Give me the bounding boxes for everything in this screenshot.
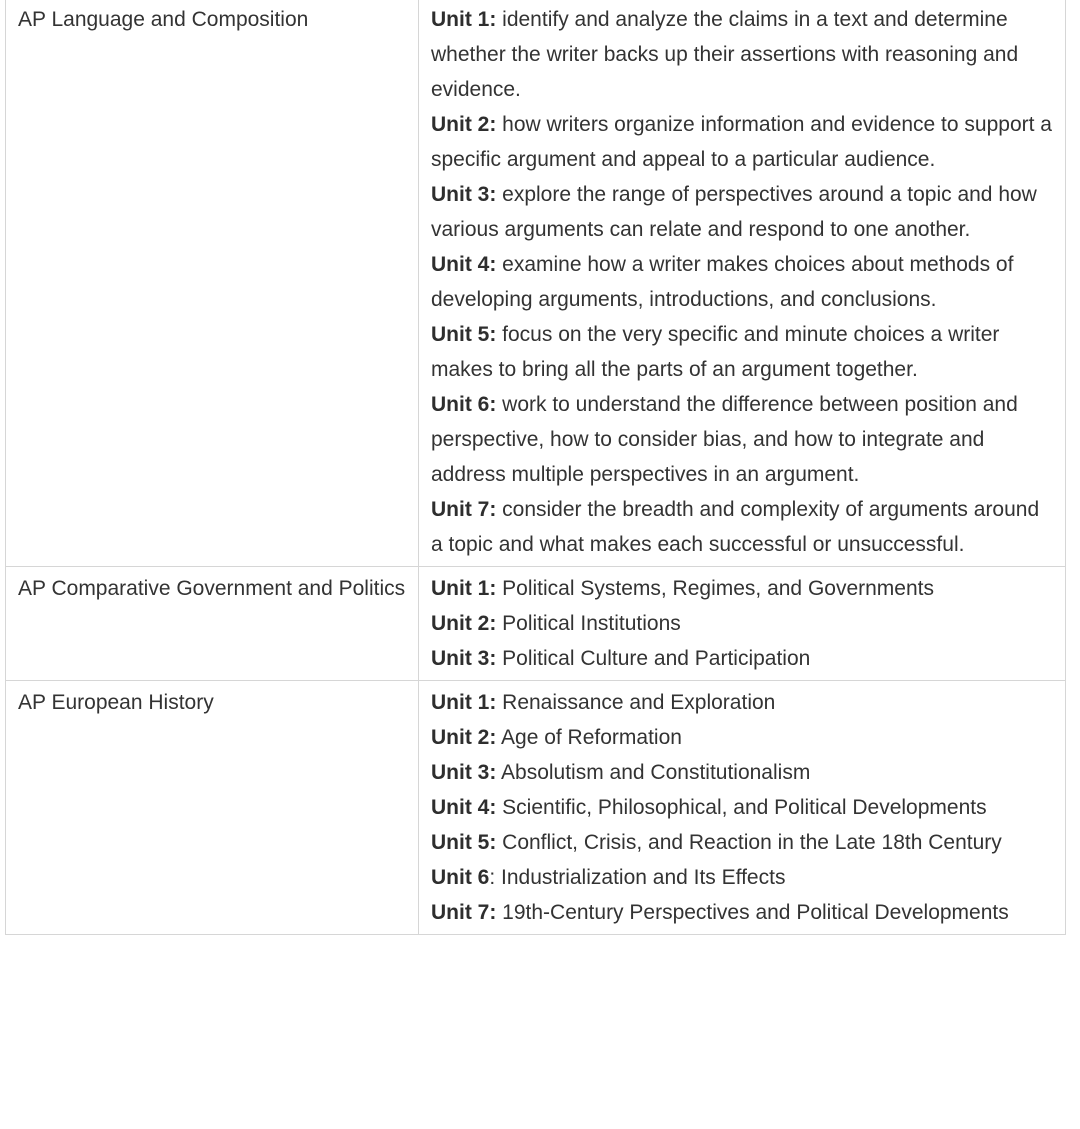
units-cell bbox=[419, 681, 1066, 935]
unit-label: Unit 3: bbox=[431, 647, 497, 670]
units-cell bbox=[419, 567, 1066, 681]
table-row bbox=[6, 567, 1066, 681]
unit-item bbox=[431, 387, 1053, 492]
course-name-cell bbox=[6, 681, 419, 935]
table-row bbox=[6, 681, 1066, 935]
unit-label: Unit 2: bbox=[431, 726, 497, 749]
unit-text: consider the breadth and complexity of arguments around a topic and what makes each successful or unsuccessful. bbox=[431, 498, 1040, 556]
unit-text: examine how a writer makes choices about methods of developing arguments, introductions, and conclusions. bbox=[431, 253, 1014, 311]
unit-item bbox=[431, 247, 1053, 317]
unit-item bbox=[431, 177, 1053, 247]
unit-item bbox=[431, 606, 1053, 641]
units-cell bbox=[419, 0, 1066, 567]
unit-text: focus on the very specific and minute choices a writer makes to bring all the parts of an argument together. bbox=[431, 323, 1000, 381]
unit-item bbox=[431, 685, 1053, 720]
course-name-cell bbox=[6, 0, 419, 567]
unit-text: Political Culture and Participation bbox=[496, 647, 811, 670]
table-row bbox=[6, 0, 1066, 567]
unit-text: Age of Reformation bbox=[496, 726, 682, 749]
unit-item bbox=[431, 571, 1053, 606]
unit-item bbox=[431, 317, 1053, 387]
unit-item bbox=[431, 895, 1053, 930]
unit-label: Unit 7: bbox=[431, 498, 497, 521]
unit-label: Unit 3: bbox=[431, 183, 497, 206]
unit-item bbox=[431, 107, 1053, 177]
unit-item bbox=[431, 755, 1053, 790]
unit-item bbox=[431, 641, 1053, 676]
unit-item bbox=[431, 860, 1053, 895]
unit-item bbox=[431, 720, 1053, 755]
unit-label: Unit 5: bbox=[431, 323, 497, 346]
unit-label: Unit 6 bbox=[431, 866, 490, 889]
course-name-cell bbox=[6, 567, 419, 681]
unit-label: Unit 1: bbox=[431, 8, 497, 31]
unit-label: Unit 6: bbox=[431, 393, 497, 416]
unit-text: Scientific, Philosophical, and Political Developments bbox=[496, 796, 987, 819]
unit-text: 19th-Century Perspectives and Political Developments bbox=[496, 901, 1009, 924]
unit-label: Unit 2: bbox=[431, 612, 497, 635]
unit-label: Unit 1: bbox=[431, 691, 497, 714]
unit-item bbox=[431, 492, 1053, 562]
unit-item bbox=[431, 825, 1053, 860]
unit-label: Unit 2: bbox=[431, 113, 497, 136]
unit-text: : Industrialization and Its Effects bbox=[489, 866, 786, 889]
unit-item bbox=[431, 2, 1053, 107]
unit-label: Unit 5: bbox=[431, 831, 497, 854]
unit-text: Political Systems, Regimes, and Governments bbox=[496, 577, 934, 600]
course-name: AP Comparative Government and Politics bbox=[18, 577, 406, 600]
unit-label: Unit 3: bbox=[431, 761, 497, 784]
unit-item bbox=[431, 790, 1053, 825]
unit-text: work to understand the difference between position and perspective, how to consider bias, and how to integrate and address multiple perspectives in an argument. bbox=[431, 393, 1018, 486]
unit-text: how writers organize information and evidence to support a specific argument and appeal to a particular audience. bbox=[431, 113, 1052, 171]
course-name: AP European History bbox=[18, 691, 214, 714]
unit-label: Unit 7: bbox=[431, 901, 497, 924]
unit-text: Conflict, Crisis, and Reaction in the Late 18th Century bbox=[496, 831, 1002, 854]
unit-text: Political Institutions bbox=[496, 612, 681, 635]
unit-text: Absolutism and Constitutionalism bbox=[496, 761, 811, 784]
unit-label: Unit 1: bbox=[431, 577, 497, 600]
unit-text: Renaissance and Exploration bbox=[496, 691, 776, 714]
unit-label: Unit 4: bbox=[431, 796, 497, 819]
unit-label: Unit 4: bbox=[431, 253, 497, 276]
course-units-table bbox=[5, 0, 1066, 935]
course-name: AP Language and Composition bbox=[18, 8, 309, 31]
unit-text: explore the range of perspectives around a topic and how various arguments can relate and respond to one another. bbox=[431, 183, 1037, 241]
unit-text: identify and analyze the claims in a text and determine whether the writer backs up their assertions with reasoning and evidence. bbox=[431, 8, 1019, 101]
